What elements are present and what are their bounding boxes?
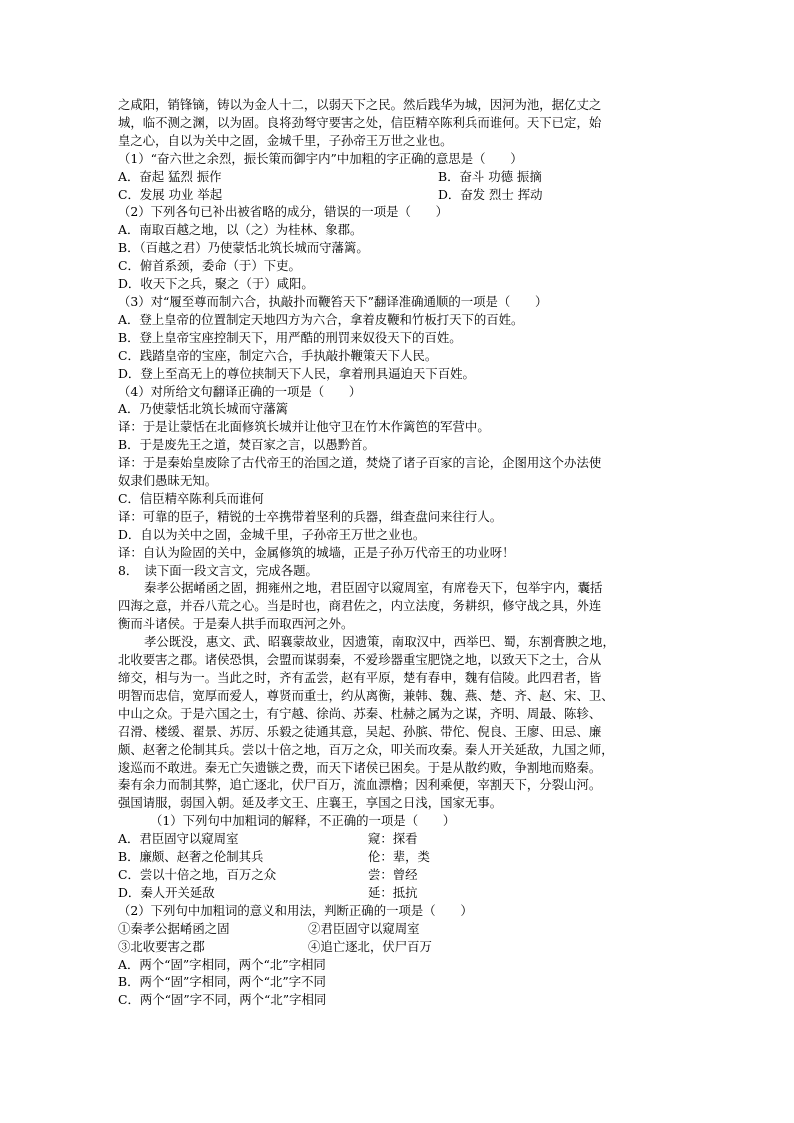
- passage-3: [118, 633, 678, 812]
- question-stem: （2）下列句中加粗词的意义和用法，判断正确的一项是（ ）: [118, 902, 473, 918]
- option-b: B．两个“固”字相同，两个“北”字不同: [118, 974, 326, 990]
- translation-line: 译：于是让蒙恬在北面修筑长城并让他守卫在竹木作篱笆的军营中。: [118, 419, 490, 435]
- passage-line: 四海之意，并吞八荒之心。当是时也，商君佐之，内立法度，务耕织，修守战之具，外连: [118, 598, 602, 614]
- option-text: C．尝以十倍之地，百万之众: [118, 866, 277, 882]
- option-line: A．乃使蒙恬北筑长城而守藩篱: [118, 401, 289, 417]
- translation-line: 奴隶们愚昧无知。: [118, 473, 218, 489]
- option-b: B．（百越之君）乃使蒙恬北筑长城而守藩篱。: [118, 240, 369, 256]
- sentence-4: ④追亡逐北，伏尸百万: [308, 938, 432, 954]
- option-a: A．南取百越之地，以（之）为桂林、象郡。: [118, 222, 363, 238]
- passage-question-1: [118, 812, 678, 902]
- option-text: A．君臣固守以窥周室: [118, 831, 239, 847]
- document-page: [118, 96, 678, 1009]
- passage-line: 逡巡而不敢进。秦无亡矢遗镞之费，而天下诸侯已困矣。于是从散约败，争割地而赂秦。: [118, 759, 602, 775]
- option-c: C．发展 功业 举起: [118, 186, 223, 202]
- passage-line: 皇之心，自以为关中之固，金城千里，子孙帝王万世之业也。: [118, 132, 453, 148]
- section-heading: 8． 读下面一段文言文，完成各题。: [118, 562, 318, 578]
- passage-question-2: [118, 902, 678, 1009]
- sentence-3: ③北收要害之郡: [118, 938, 205, 954]
- option-b: B．登上皇帝宝座控制天下，用严酷的刑罚来奴役天下的百姓。: [118, 329, 462, 345]
- option-a: A．两个“固”字相同，两个“北”字相同: [118, 956, 326, 972]
- question-stem: （2）下列各句已补出被省略的成分，错误的一项是（ ）: [118, 204, 449, 220]
- passage-line: 缔交，相与为一。当此之时，齐有孟尝，赵有平原，楚有春申，魏有信陵。此四君者，皆: [118, 670, 602, 685]
- option-d: D．奋发 烈士 挥动: [438, 186, 543, 202]
- option-text: D．秦人开关延敌: [118, 884, 215, 900]
- passage-line: 召滑、楼缓、翟景、苏厉、乐毅之徒通其意，吴起、孙膑、带佗、倪良、王廖、田忌、廉: [118, 723, 602, 739]
- option-a: A．奋起 猛烈 振作: [118, 168, 222, 184]
- passage-line: 北收要害之郡。诸侯恐惧，会盟而谋弱秦，不爱珍器重宝肥饶之地，以致天下之士，合从: [118, 652, 602, 668]
- option-row: [118, 830, 678, 848]
- option-gloss: 延：抵抗: [368, 884, 418, 900]
- question-stem: （3）对“履至尊而制六合，执敲扑而鞭笞天下”翻译准确通顺的一项是（ ）: [118, 293, 548, 309]
- option-line: C．信臣精卒陈利兵而谁何: [118, 490, 264, 506]
- passage-line: 之咸阳，销锋镝，铸以为金人十二，以弱天下之民。然后践华为城，因河为池，据亿丈之: [118, 97, 602, 112]
- sentence-1: ①秦孝公据崤函之固: [118, 920, 230, 936]
- option-b: B．奋斗 功德 振摘: [438, 168, 542, 184]
- option-gloss: 窥：探看: [368, 831, 418, 847]
- passage-line: 秦有余力而制其弊，追亡逐北，伏尸百万，流血漂橹；因利乘便，宰割天下，分裂山河。: [118, 777, 602, 793]
- sentence-2: ②君臣固守以窥周室: [308, 920, 420, 936]
- option-gloss: 伦：辈，类: [368, 849, 430, 865]
- option-row: [118, 186, 678, 204]
- option-c: C．两个“固”字不同，两个“北”字相同: [118, 992, 327, 1008]
- option-line: D．自以为关中之固，金城千里，子孙帝王万世之业也。: [118, 526, 426, 542]
- passage-1: [118, 96, 678, 150]
- sentence-row: [118, 920, 678, 938]
- passage-line: 衡而斗诸侯。于是秦人拱手而取西河之外。: [118, 616, 354, 632]
- option-row: [118, 168, 678, 186]
- question-stem: （1）“奋六世之余烈，振长策而御宇内”中加粗的字正确的意思是（ ）: [118, 150, 523, 166]
- option-row: [118, 848, 678, 866]
- passage-2: [118, 579, 678, 633]
- passage-line: 颇、赵奢之伦制其兵。尝以十倍之地，百万之众，叩关而攻秦。秦人开关延敌，九国之师，: [118, 741, 614, 757]
- option-gloss: 尝：曾经: [368, 866, 418, 882]
- option-d: D．登上至高无上的尊位挟制天下人民，拿着刑具逼迫天下百姓。: [118, 365, 475, 381]
- option-d: D．收天下之兵，聚之（于）咸阳。: [118, 276, 314, 292]
- passage-line: 明智而忠信，宽厚而爱人，尊贤而重士，约从离衡，兼韩、魏、燕、楚、齐、赵、宋、卫、: [118, 687, 614, 703]
- question-stem: （1）下列句中加粗词的解释，不正确的一项是（ ）: [150, 813, 456, 829]
- option-c: C．践踏皇帝的宝座，制定六合，手执敲扑鞭策天下人民。: [118, 347, 438, 363]
- option-row: [118, 884, 678, 902]
- question-3: [118, 293, 678, 383]
- option-a: A．登上皇帝的位置制定天地四方为六合，拿着皮鞭和竹板打天下的百姓。: [118, 311, 524, 327]
- passage-line: 强国请服，弱国入朝。延及孝文王、庄襄王，享国之日浅，国家无事。: [118, 795, 503, 811]
- option-c: C．俯首系颈，委命（于）下吏。: [118, 258, 301, 274]
- translation-line: 译：可靠的臣子，精锐的士卒携带着坚利的兵器，缉查盘问来往行人。: [118, 508, 503, 524]
- translation-line: 译：于是秦始皇废除了古代帝王的治国之道，焚烧了诸子百家的言论，企图用这个办法使: [118, 455, 602, 471]
- passage-line: 城，临不测之渊，以为固。良将劲弩守要害之处，信臣精卒陈利兵而谁何。天下已定，始: [118, 114, 602, 130]
- passage-line: 孝公既没，惠文、武、昭襄蒙故业，因遗策，南取汉中，西举巴、蜀，东割膏腴之地，: [144, 634, 615, 650]
- question-stem: （4）对所给文句翻译正确的一项是（ ）: [118, 383, 362, 399]
- option-row: [118, 866, 678, 884]
- sentence-row: [118, 938, 678, 956]
- option-line: B．于是废先王之道，焚百家之言，以愚黔首。: [118, 437, 375, 453]
- question-1: [118, 150, 678, 204]
- translation-line: 译：自认为险固的关中，金属修筑的城墙，正是子孙万代帝王的功业呀！: [118, 544, 515, 560]
- question-2: [118, 203, 678, 293]
- question-4: [118, 383, 678, 562]
- passage-line: 秦孝公据崤函之固，拥雍州之地，君臣固守以窥周室，有席卷天下，包举宇内，囊括: [144, 580, 603, 596]
- passage-line: 中山之众。于是六国之士，有宁越、徐尚、苏秦、杜赫之属为之谋，齐明、周最、陈轸、: [118, 705, 602, 721]
- option-text: B．廉颇、赵奢之伦制其兵: [118, 849, 264, 865]
